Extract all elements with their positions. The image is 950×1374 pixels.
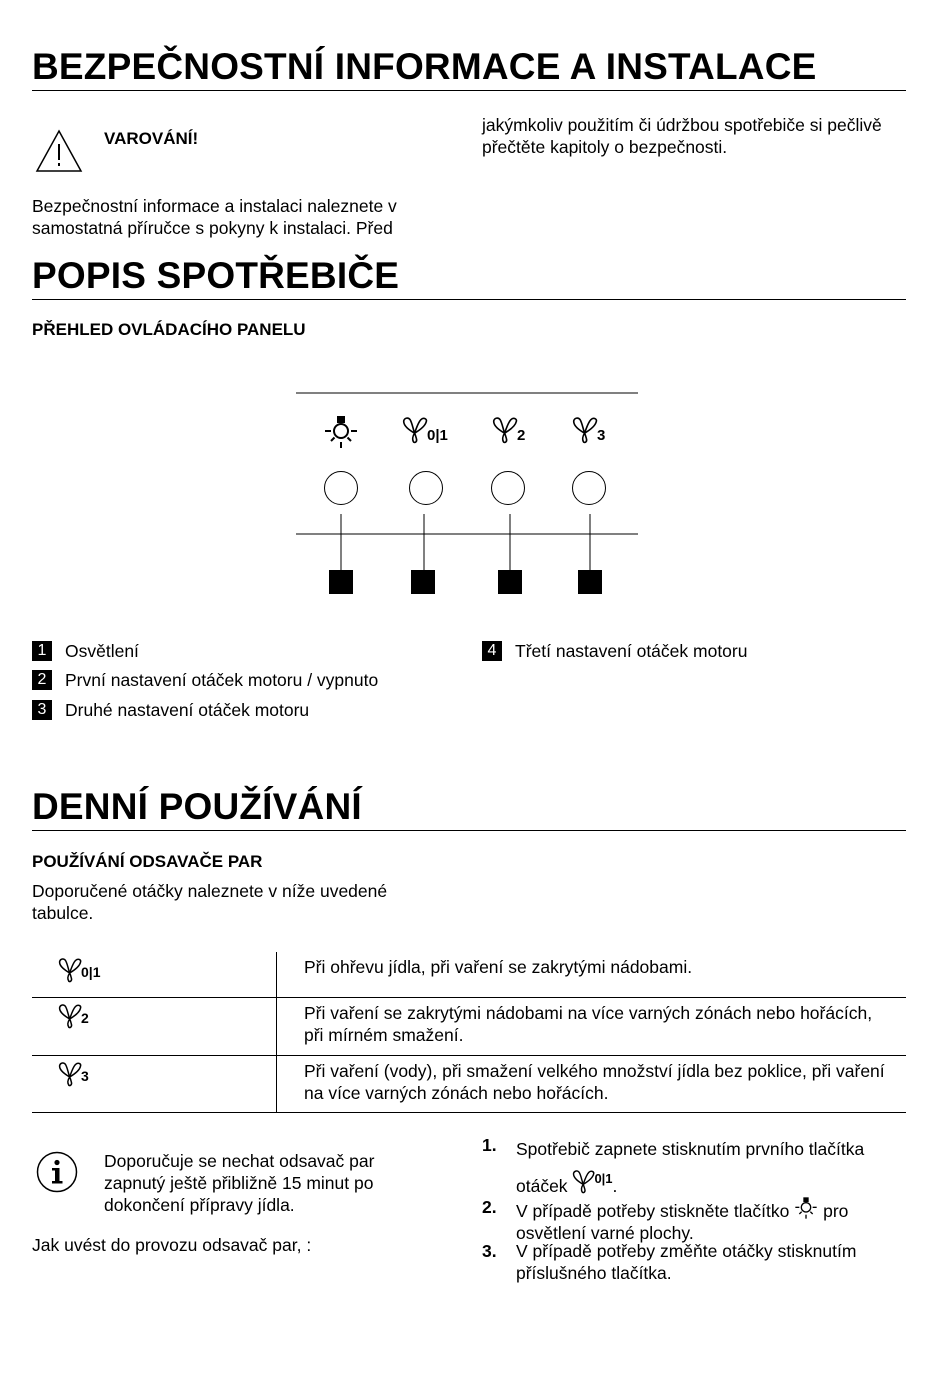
legend-label: Osvětlení — [65, 641, 139, 661]
table-row — [32, 997, 906, 1055]
table-text-cell: Při ohřevu jídla, při vaření se zakrytými nádobami. — [304, 957, 693, 977]
step-number: 3. — [482, 1241, 497, 1261]
step-text: V případě potřeby změňte otáčky stisknutím příslušného tlačítka. — [516, 1241, 857, 1283]
legend-label: Třetí nastavení otáček motoru — [515, 641, 748, 661]
legend-label: Druhé nastavení otáček motoru — [65, 700, 310, 720]
daily-use-section-title: DENNÍ POUŽÍVÁNÍ — [32, 788, 906, 831]
legend-item — [32, 699, 309, 721]
fan-speed-2-icon — [58, 1004, 89, 1029]
step-item — [482, 1196, 912, 1243]
legend-label: První nastavení otáček motoru / vypnuto — [65, 670, 379, 690]
fan-speed-2-label: 2 — [517, 427, 526, 444]
legend-number: 4 — [482, 641, 502, 661]
info-icon — [36, 1151, 78, 1193]
fan-speed-3-icon — [572, 417, 605, 444]
table-icon-label: 0|1 — [81, 964, 101, 980]
step-text-part: pro osvětlení varné plochy. — [516, 1201, 849, 1243]
table-row — [32, 952, 906, 997]
table-row — [32, 1055, 906, 1112]
step-text — [516, 1196, 912, 1244]
table-text-cell: Při vaření se zakrytými nádobami na více varných zónách nebo hořácích, při mírném smažení. — [304, 1002, 873, 1045]
safety-text-left: Bezpečnostní informace a instalaci naleznete v samostatná příručce s pokyny k instalaci. Před — [32, 196, 397, 238]
fan-speed-2-icon — [492, 417, 525, 444]
fan-speed-3-label: 3 — [597, 427, 606, 444]
table-icon-label: 3 — [81, 1067, 89, 1084]
legend-item — [482, 640, 747, 662]
table-icon-cell — [32, 952, 277, 997]
hood-usage-subtitle: POUŽÍVÁNÍ ODSAVAČE PAR — [32, 852, 263, 871]
step-number: 1. — [482, 1135, 497, 1155]
warning-label: VAROVÁNÍ! — [104, 129, 199, 148]
legend-number: 2 — [32, 670, 52, 690]
safety-section-title: BEZPEČNOSTNÍ INFORMACE A INSTALACE — [32, 48, 906, 91]
fan-speed-3-icon — [58, 1062, 89, 1087]
fan-speed-0-1-icon — [58, 958, 101, 983]
step-text-part: V případě potřeby stiskněte tlačítko — [516, 1201, 790, 1221]
light-bulb-icon — [794, 1196, 818, 1220]
table-intro: Doporučené otáčky naleznete v níže uvedené tabulce. — [32, 881, 388, 923]
info-text: Doporučuje se nechat odsavač par zapnutý ještě přibližně 15 minut po dokončení přípravy jídla. — [104, 1151, 375, 1215]
fan-speed-0-1-icon — [402, 417, 448, 444]
legend-item — [32, 669, 378, 691]
step-item — [482, 1134, 912, 1196]
table-icon-cell — [32, 1055, 277, 1112]
step-text-part: . — [612, 1176, 618, 1196]
legend-number: 3 — [32, 700, 52, 720]
howto-text: Jak uvést do provozu odsavač par, : — [32, 1235, 312, 1255]
fan-speed-0-1-label: 0|1 — [427, 427, 448, 444]
fan-speed-0-1-icon — [572, 1164, 612, 1194]
description-section-title: POPIS SPOTŘEBIČE — [32, 257, 906, 300]
light-bulb-icon — [323, 414, 359, 450]
step-text-part: Spotřebič zapnete stisknutím prvního tlačítka otáček — [516, 1139, 865, 1196]
speed-table — [32, 952, 906, 1113]
safety-text-right: jakýmkoliv použitím či údržbou spotřebiče si pečlivě přečtěte kapitoly o bezpečnosti. — [482, 115, 882, 157]
table-icon-cell — [32, 997, 277, 1055]
step-item — [482, 1240, 912, 1284]
legend-item — [32, 640, 139, 662]
legend-number: 1 — [32, 641, 52, 661]
table-icon-label: 2 — [81, 1009, 89, 1026]
control-panel-subtitle: PŘEHLED OVLÁDACÍHO PANELU — [32, 320, 306, 339]
table-text-cell: Při vaření (vody), při smažení velkého množství jídla bez poklice, při vaření na více varných zónách nebo hořácích. — [304, 1060, 885, 1103]
step-icon-label: 0|1 — [594, 1171, 613, 1186]
warning-icon — [34, 128, 84, 174]
control-panel-diagram — [296, 392, 638, 614]
step-text — [516, 1134, 912, 1201]
step-number: 2. — [482, 1197, 497, 1217]
